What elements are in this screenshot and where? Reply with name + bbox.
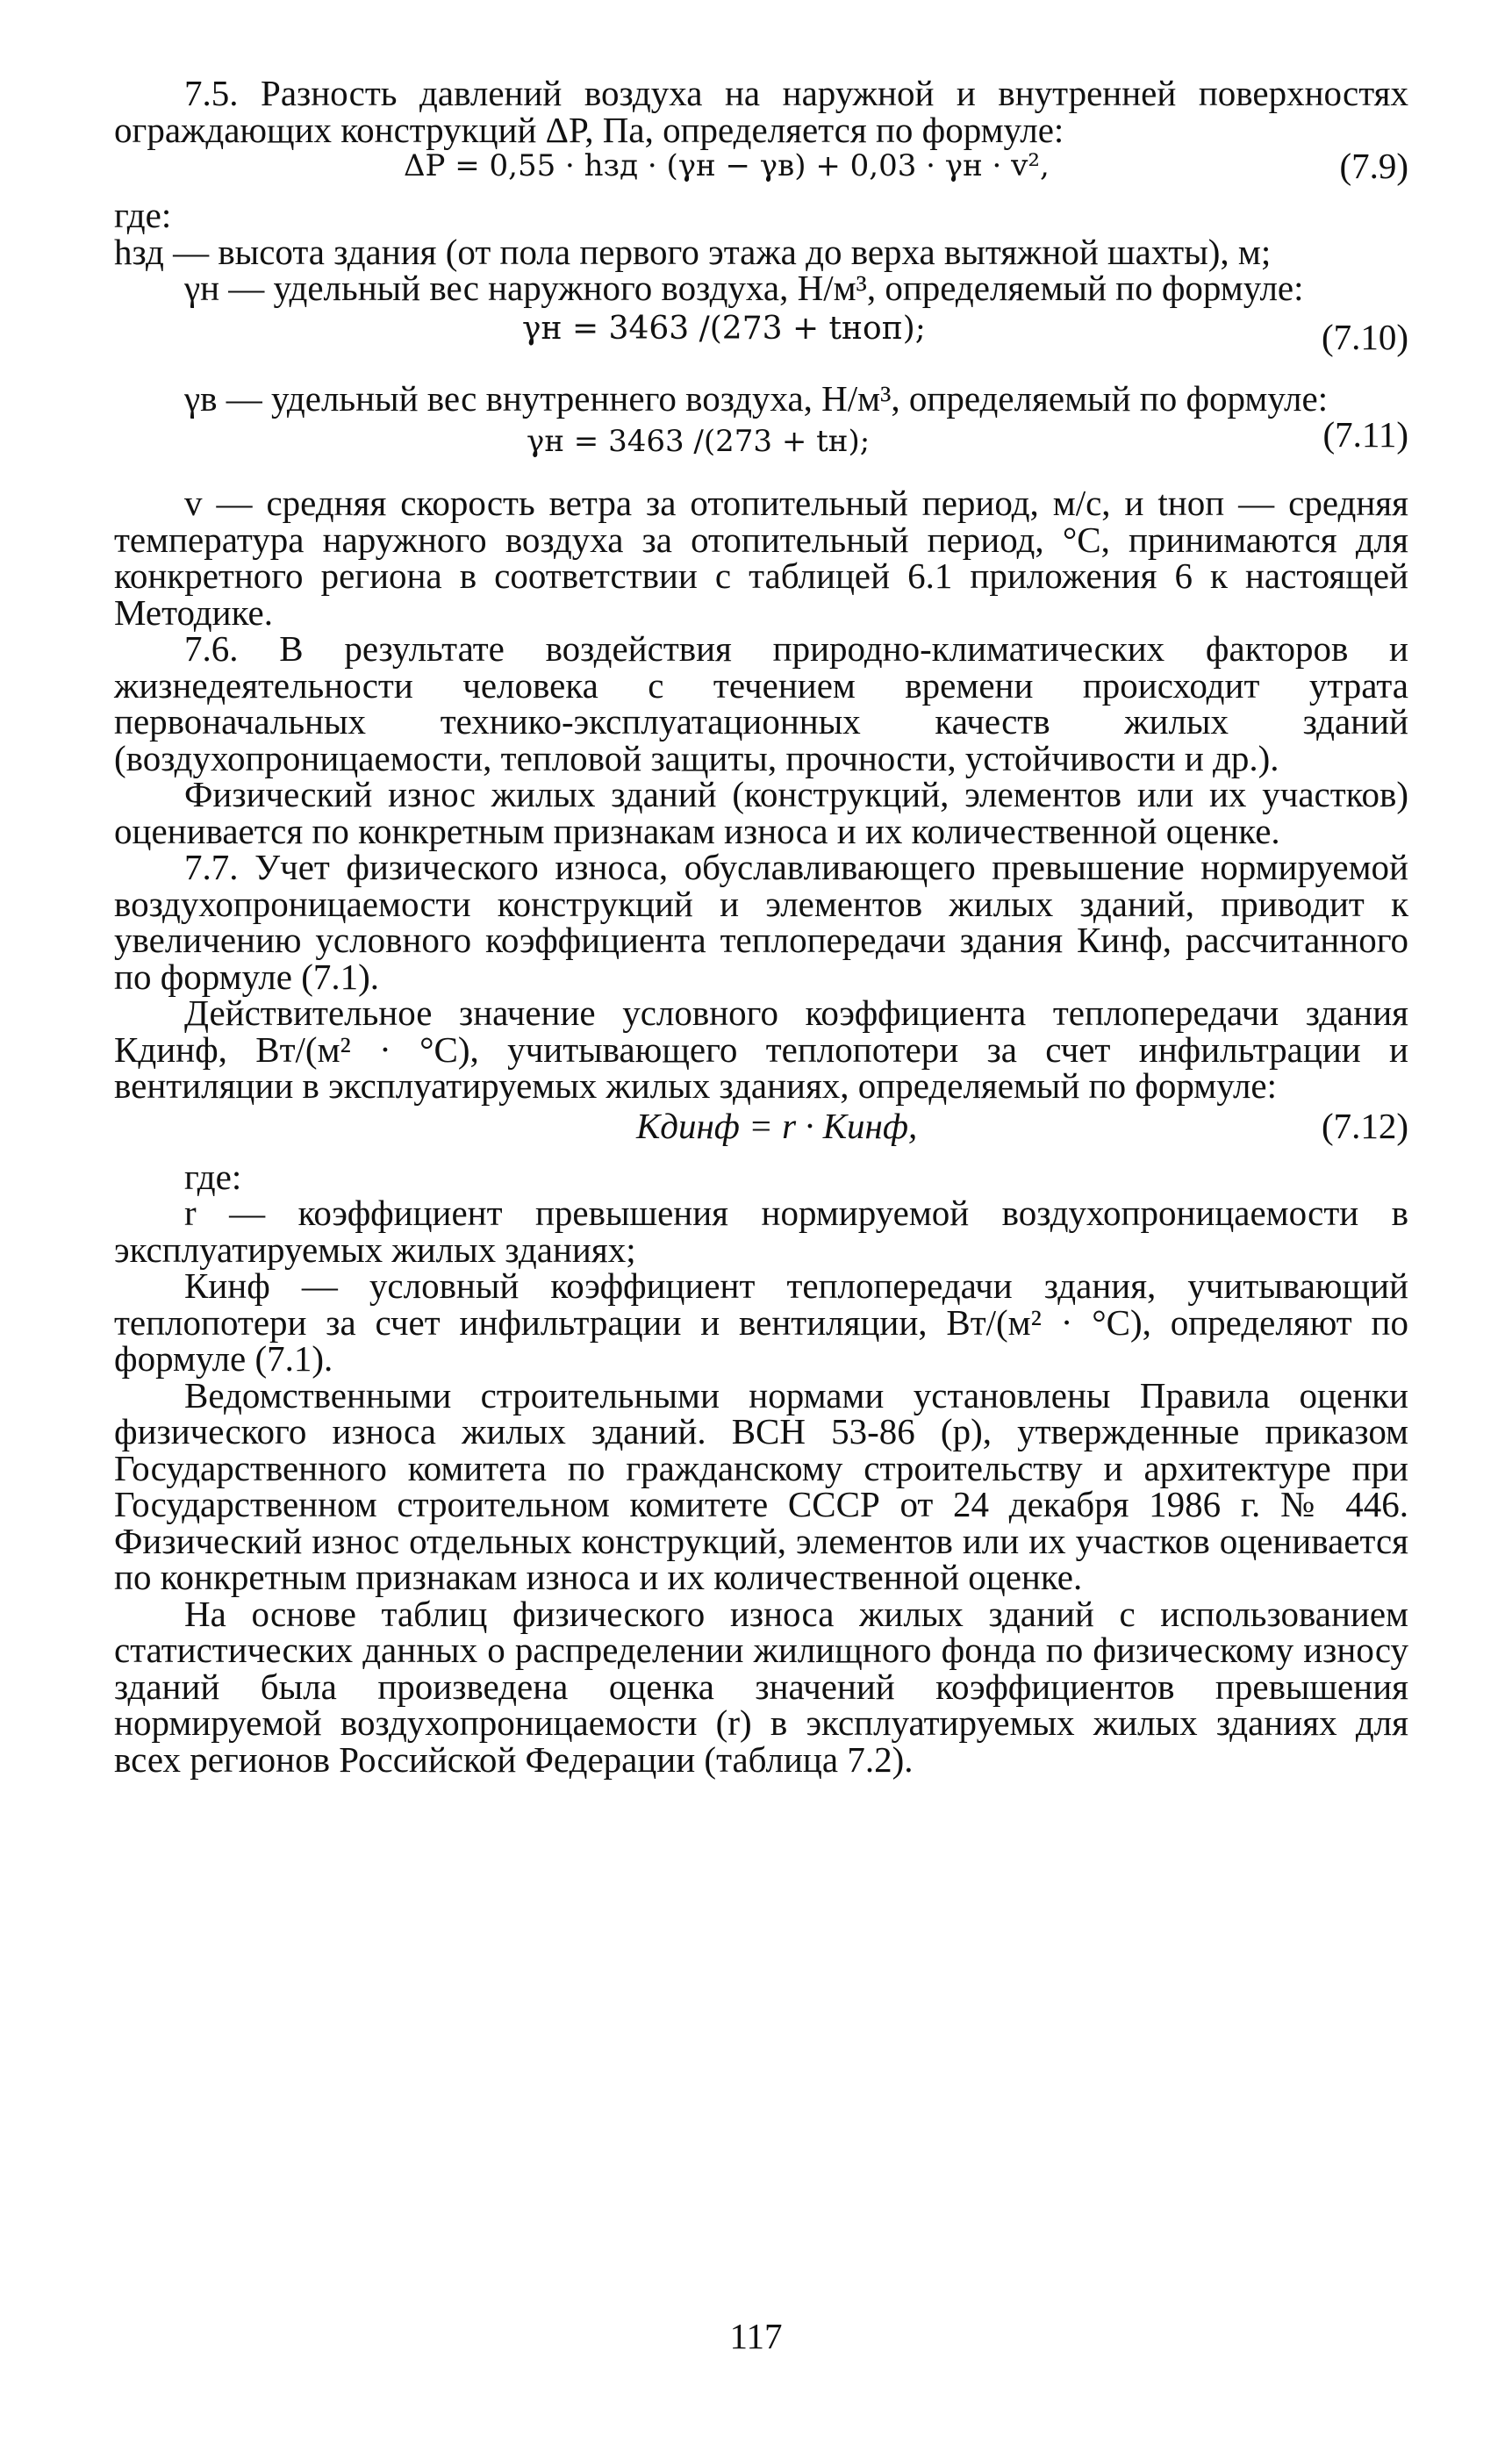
formula-number: (7.11) [1322,414,1408,455]
formula-number: (7.10) [1321,316,1408,357]
definition-v: v — средняя скорость ветра за отопительный период, м/с, и tноп — средняя температура наружного воздуха за отопительный период, °С, принимаются для конкретного региона в соответствии с таблицей 6.1 приложения 6 к настоящей Методике. [114,483,1408,633]
definition-gamma-v: γв — удельный вес внутреннего воздуха, Н/м³, определяемый по формуле: [184,377,1329,419]
page-number: 117 [729,2316,783,2356]
where-label: где: [184,1156,242,1197]
formula-expression: ΔP = 0,55 · hзд · (γн − γв) + 0,03 · γн · v², [404,148,1050,183]
formula-7-9 [114,148,1408,197]
paragraph-vsn: Ведомственными строительными нормами установлены Правила оценки физического износа жилых зданий. ВСН 53-86 (р), утвержденные приказом Государственного комитета по гражданскому строительству и архитектуре при Государственном строительном комитете СССР от 24 декабря 1986 г. № 446. Физический износ отдельных конструкций, элементов или их участков оценивается по конкретным признакам износа и их количественной оценке. [114,1374,1408,1597]
paragraph-7-5: 7.5. Разность давлений воздуха на наружной и внутренней поверхностях ограждающих конструкций ΔP, Па, определяется по формуле: [114,73,1408,150]
formula-7-11 [114,414,1408,473]
formula-7-10 [114,307,1408,369]
page-body [114,75,1408,1778]
paragraph-7-7: 7.7. Учет физического износа, обуславливающего превышение нормируемой воздухопроницаемости конструкций и элементов жилых зданий, приводит к увеличению условного коэффициента теплопередачи здания Кинф, рассчитанного по формуле (7.1). [114,847,1408,997]
definition-hzd: hзд — высота здания (от пола первого этажа до верха вытяжной шахты), м; [114,231,1272,272]
paragraph-actual-value: Действительное значение условного коэффициента теплопередачи здания Кдинф, Вт/(м² · °С), учитывающего теплопотери за счет инфильтрации и вентиляции в эксплуатируемых жилых зданиях, определяемый по формуле: [114,993,1408,1106]
definition-k-inf: Кинф — условный коэффициент теплопередачи здания, учитывающий теплопотери за счет инфильтрации и вентиляции, Вт/(м² · °С), определяют по формуле (7.1). [114,1265,1408,1379]
paragraph-7-6: 7.6. В результате воздействия природно-климатических факторов и жизнедеятельности человека с течением времени происходит утрата первоначальных технико-эксплуатационных качеств жилых зданий (воздухопроницаемости, тепловой защиты, прочности, устойчивости и др.). [114,628,1408,778]
formula-number: (7.9) [1339,146,1408,186]
definition-gamma-n: γн — удельный вес наружного воздуха, Н/м³, определяемый по формуле: [184,268,1304,308]
paragraph-physical-wear: Физический износ жилых зданий (конструкций, элементов или их участков) оценивается по конкретным признакам износа и их количественной оценке. [114,774,1408,851]
paragraph-table-basis: На основе таблиц физического износа жилых зданий с использованием статистических данных о распределении жилищного фонда по физическому износу зданий была произведена оценка значений коэффициентов превышения нормируемой воздухопроницаемости (r) в эксплуатируемых жилых зданиях для всех регионов Российской Федерации (таблица 7.2). [114,1593,1408,1780]
formula-expression: γн = 3463 /(273 + tн); [527,424,871,459]
where-label: где: [114,195,172,235]
formula-expression: Кдинф = r · Кинф, [636,1105,918,1146]
formula-number: (7.12) [1321,1105,1408,1146]
definition-r: r — коэффициент превышения нормируемой воздухопроницаемости в эксплуатируемых жилых зданиях; [114,1193,1408,1270]
formula-expression: γн = 3463 /(273 + tноп); [522,310,926,347]
formula-7-12 [114,1105,1408,1159]
